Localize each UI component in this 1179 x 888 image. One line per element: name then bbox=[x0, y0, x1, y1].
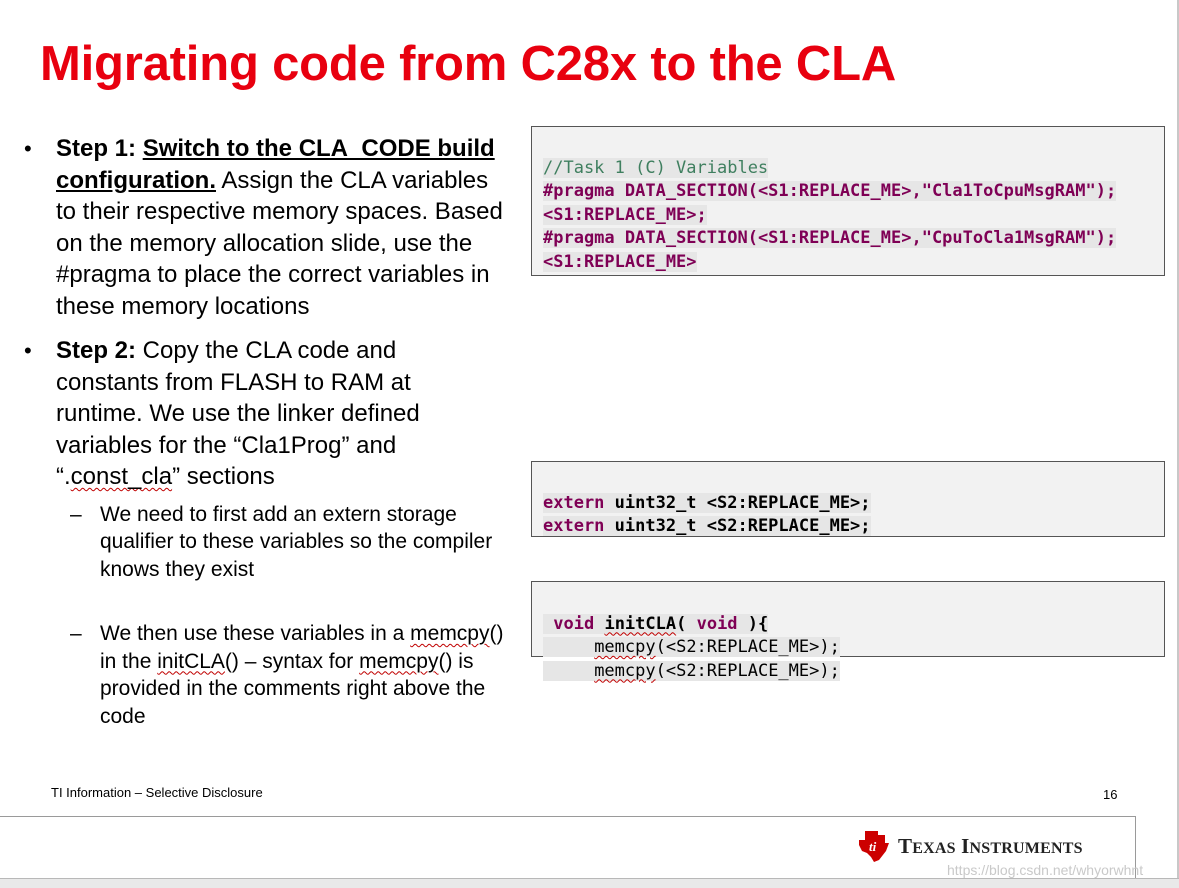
step1-text: Assign the CLA variables to their respective memory spaces. Based on the memory allocation slide, use the #pragma to place the correct variables in these memory locations bbox=[56, 166, 503, 320]
sub2-memcpy: memcpy bbox=[410, 622, 490, 645]
ti-logo-wordmark: TEXAS INSTRUMENTS bbox=[898, 833, 1083, 858]
sub2-text-e: () – syntax for bbox=[224, 649, 360, 673]
bullet-step-2 bbox=[24, 335, 504, 730]
code-extern-2-rest: uint32_t <S2:REPLACE_ME>; bbox=[604, 516, 871, 536]
code-memcpy-2-args: (<S2:REPLACE_ME>); bbox=[655, 660, 840, 681]
code-extern-2: extern bbox=[543, 516, 605, 536]
code-void-2: void bbox=[696, 613, 738, 634]
window-bottom-edge bbox=[0, 878, 1179, 888]
watermark-url: https://blog.csdn.net/whyorwhnt bbox=[947, 862, 1144, 878]
sub-bullet-memcpy bbox=[56, 620, 504, 730]
sub2-text-a: We then use these variables in a bbox=[100, 622, 411, 645]
footer-divider bbox=[0, 816, 1136, 817]
bullet-dot: • bbox=[24, 338, 32, 363]
code-pragma-2-args: DATA_SECTION(<S1:REPLACE_ME>, bbox=[614, 228, 922, 248]
code-pragma-1-end: ); bbox=[1095, 181, 1117, 201]
sub1-text: We need to first add an extern storage qualifier to these variables so the compiler knows they exist bbox=[100, 502, 493, 581]
bullet-dot: • bbox=[24, 136, 32, 161]
sub2-initcla: initCLA bbox=[157, 649, 225, 673]
code-extern-1: extern bbox=[543, 492, 605, 513]
code-comment: //Task 1 (C) Variables bbox=[543, 157, 769, 178]
sub-bullet-extern bbox=[56, 501, 504, 584]
step2-text-b: ” sections bbox=[172, 463, 275, 490]
dash-marker: – bbox=[70, 622, 82, 645]
code-pragma-2-string: "CpuToCla1MsgRAM" bbox=[921, 228, 1096, 248]
step1-underlined: Switch to the CLA_CODE build configuration. bbox=[56, 135, 495, 194]
code-box-initcla bbox=[531, 581, 1165, 681]
bullet-list bbox=[24, 133, 504, 730]
code-pragma-1: #pragma bbox=[543, 181, 615, 201]
code-void: void bbox=[553, 613, 595, 634]
code-box-extern bbox=[531, 461, 1165, 537]
code-close: ){ bbox=[737, 613, 769, 634]
step2-const-cla: const_cla bbox=[70, 463, 173, 490]
code-pragma-1-string: "Cla1ToCpuMsgRAM" bbox=[921, 181, 1096, 201]
code-pragma-2-end: ); bbox=[1095, 228, 1117, 248]
bullet-step-1 bbox=[24, 133, 504, 322]
code-memcpy-1-args: (<S2:REPLACE_ME>); bbox=[655, 637, 840, 657]
footer-disclosure: TI Information – Selective Disclosure bbox=[51, 785, 263, 800]
code-line-5: <S1:REPLACE_ME> bbox=[543, 251, 697, 272]
code-paren: ( bbox=[676, 613, 697, 634]
sub2-memcpy-2: memcpy bbox=[359, 649, 439, 673]
page-number: 16 bbox=[1103, 787, 1118, 802]
code-memcpy-2: memcpy bbox=[594, 660, 656, 681]
code-box-variables bbox=[531, 126, 1165, 276]
step1-label: Step 1: bbox=[56, 135, 143, 162]
code-line-3: <S1:REPLACE_ME>; bbox=[543, 204, 707, 225]
code-initcla: initCLA bbox=[604, 613, 677, 634]
svg-text:ti: ti bbox=[869, 839, 877, 854]
code-extern-1-rest: uint32_t <S2:REPLACE_ME>; bbox=[604, 492, 871, 513]
dash-marker: – bbox=[70, 502, 82, 526]
ti-logo-text bbox=[898, 834, 1083, 859]
step2-text-a: Copy the CLA code and constants from FLASH to RAM at runtime. We use the linker defined variables for the “Cla1Prog” and “. bbox=[56, 337, 420, 490]
code-pragma-1-args: DATA_SECTION(<S1:REPLACE_ME>, bbox=[614, 181, 922, 201]
sub2-text-c: () in the bbox=[100, 622, 504, 673]
step2-label: Step 2: bbox=[56, 337, 137, 364]
code-memcpy-1: memcpy bbox=[594, 637, 656, 657]
sub2-text-g: () is provided in the comments right above the code bbox=[100, 649, 486, 728]
slide-title: Migrating code from C28x to the CLA bbox=[40, 37, 897, 91]
code-pragma-2: #pragma bbox=[543, 228, 615, 248]
ti-logo-icon bbox=[858, 829, 890, 863]
ti-logo bbox=[858, 829, 1083, 863]
